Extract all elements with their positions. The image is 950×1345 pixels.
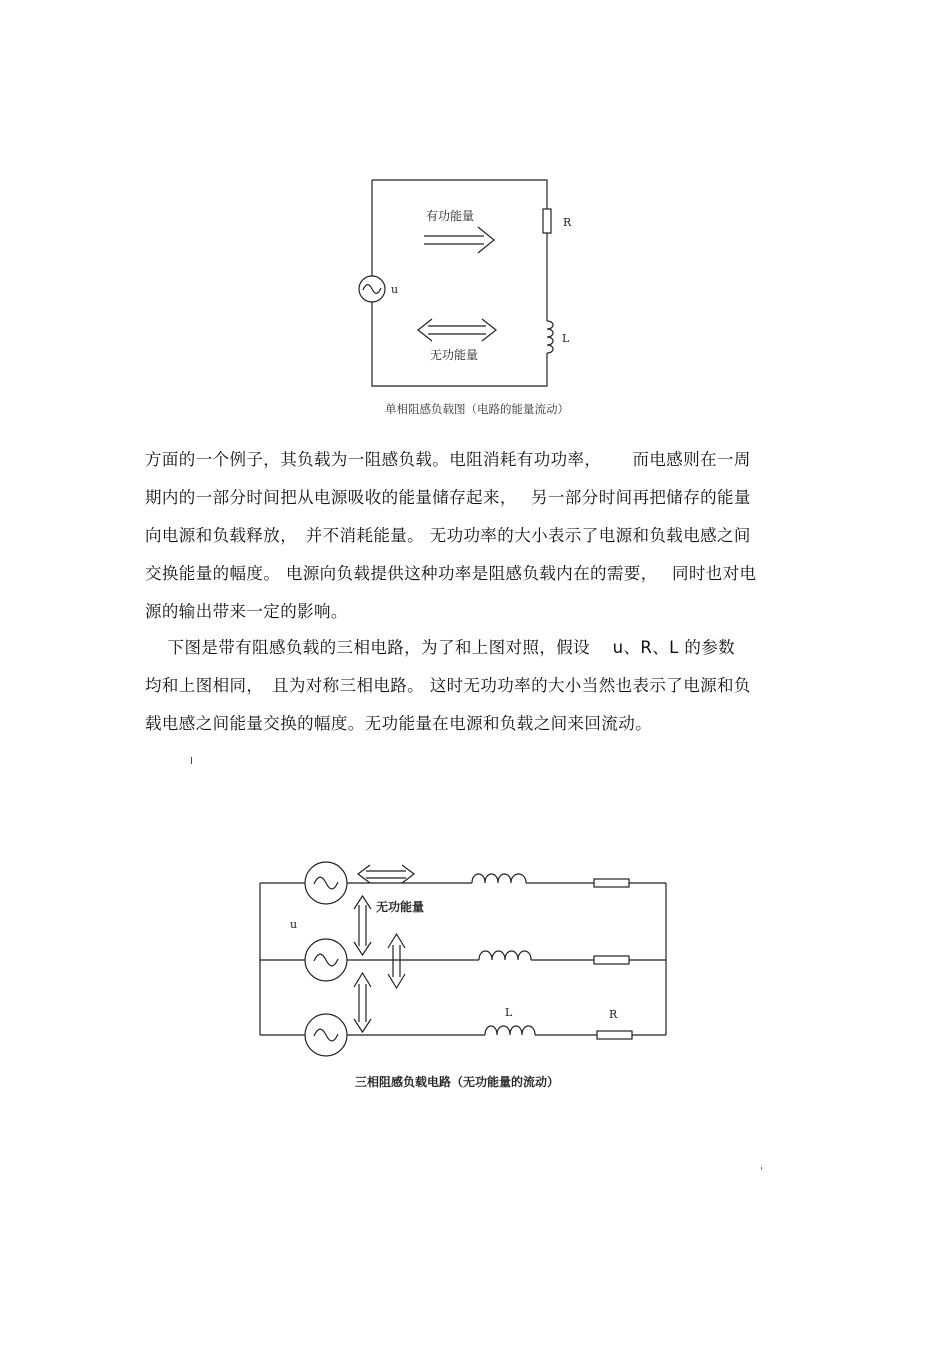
inductor-label: L [562, 332, 570, 345]
paragraph-line: 下图是带有阻感负载的三相电路，为了和上图对照，假设 u、R、L 的参数 [145, 638, 736, 657]
paragraph-line: 向电源和负载释放， 并不消耗能量。 无功功率的大小表示了电源和负载电感之间 [145, 526, 751, 545]
circuit-wire-bottom [372, 302, 547, 386]
resistor-icon [594, 956, 629, 964]
single-phase-circuit-figure [0, 0, 950, 430]
three-phase-circuit-figure [0, 840, 950, 1110]
paragraph-line: 均和上图相同， 且为对称三相电路。 这时无功功率的大小当然也表示了电源和负 [145, 676, 751, 695]
inductor-icon [547, 321, 553, 353]
resistor-icon [594, 879, 629, 887]
reactive-energy-arrow-icon [358, 865, 414, 883]
active-energy-arrow-icon [424, 227, 494, 253]
reactive-energy-arrow-icon [388, 934, 405, 988]
inductor-label: L [505, 1006, 513, 1019]
active-energy-label: 有功能量 [426, 209, 475, 223]
resistor-label: R [609, 1008, 618, 1021]
figure1-caption: 单相阻感负载图（电路的能量流动） [385, 402, 569, 416]
paragraph-line: 源的输出带来一定的影响。 [145, 602, 348, 621]
paragraph-line: 交换能量的幅度。 电源向负载提供这种功率是阻感负载内在的需要， 同时也对电 [145, 564, 757, 583]
source-label: u [391, 283, 399, 296]
paragraph-line: 期内的一部分时间把从电源吸收的能量储存起来， 另一部分时间再把储存的能量 [145, 488, 751, 507]
paragraph-1 [145, 441, 805, 631]
reactive-energy-arrow-icon [354, 973, 371, 1032]
inductor-icon [479, 951, 531, 960]
reactive-energy-arrow-icon [418, 319, 496, 341]
circuit-wire-top [372, 180, 547, 209]
reactive-energy-arrow-icon [354, 896, 371, 955]
figure2-caption: 三相阻感负载电路（无功能量的流动） [355, 1075, 560, 1089]
inductor-icon [472, 874, 526, 883]
resistor-icon [597, 1031, 632, 1039]
resistor-label: R [563, 216, 572, 229]
inductor-icon [485, 1026, 535, 1035]
reactive-energy-label: 无功能量 [376, 900, 425, 914]
paragraph-line: 载电感之间能量交换的幅度。无功能量在电源和负载之间来回流动。 [145, 714, 652, 733]
paragraph-line: 方面的一个例子，其负载为一阻感负载。电阻消耗有功功率， 而电感则在一周 [145, 450, 751, 469]
stray-mark: I [190, 756, 193, 767]
source-label: u [290, 918, 298, 931]
resistor-icon [543, 209, 551, 233]
stray-mark: ' [760, 1166, 763, 1177]
reactive-energy-label: 无功能量 [430, 348, 479, 362]
paragraph-2 [145, 629, 805, 743]
